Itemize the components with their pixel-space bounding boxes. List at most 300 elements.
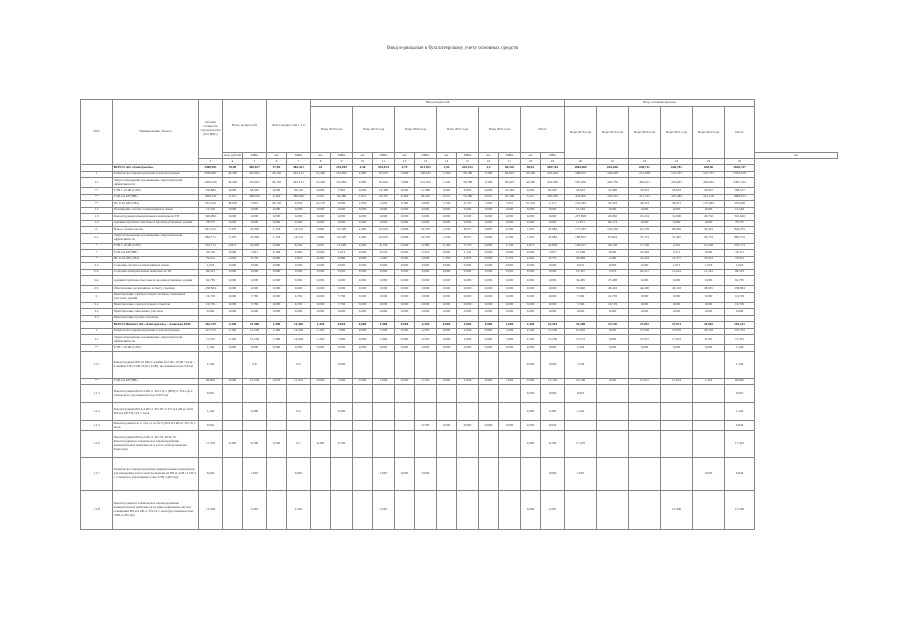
row-value: 0,000 (243, 207, 267, 214)
row-value (437, 458, 457, 491)
row-value: 1,966 (373, 322, 395, 329)
row-value: 2,006 (457, 335, 479, 345)
row-value: 1,350 (437, 256, 457, 263)
row-value: 2,460 (353, 227, 373, 234)
row-value: 0,000 (499, 220, 521, 227)
row-value: 238,804 (199, 286, 223, 293)
row-value: 7,857 (541, 250, 565, 257)
row-value: 6,026 (693, 458, 725, 491)
table-row (81, 491, 838, 530)
row-value: 168,873 (565, 233, 597, 243)
row-value: 8,230 (287, 243, 311, 250)
row-value: 0,000 (415, 256, 437, 263)
row-value: 15,419 (287, 378, 311, 385)
row-value: 0,000 (499, 207, 521, 214)
row-value: 78,537 (725, 220, 755, 227)
row-value: 8,103 (693, 335, 725, 345)
row-value: 0,400 (521, 431, 541, 458)
row-code: 1.1.1 (81, 351, 113, 378)
row-value: 27,408 (597, 276, 629, 286)
row-value: 2,265 (541, 491, 565, 530)
row-value: 433,850 (565, 194, 597, 201)
row-value: 0,000 (499, 263, 521, 270)
col-header-fund-year: План 2019 года (597, 107, 629, 159)
row-value (437, 403, 457, 421)
row-value: 0,000 (499, 286, 521, 293)
row-value: 27,057 (629, 378, 661, 385)
row-value: 2409,256 (199, 178, 223, 188)
row-value: 0,000 (479, 214, 499, 221)
row-value: 27,057 (629, 322, 661, 329)
row-code: 2.2 (81, 263, 113, 270)
row-value (353, 458, 373, 491)
row-value: 0,000 (479, 421, 499, 431)
col-header-number: 6 (267, 159, 287, 165)
row-value (373, 431, 395, 458)
row-value: 181,231 (725, 322, 755, 329)
row-value: 0,000 (395, 220, 415, 227)
col-header-number: 19 (541, 159, 565, 165)
row-value: 0,000 (661, 276, 693, 286)
row-value (223, 491, 243, 530)
row-value: 62,785 (725, 276, 755, 286)
row-value: 0,000 (223, 250, 243, 257)
row-value (565, 421, 597, 431)
row-value: 191,230 (597, 227, 629, 234)
row-value: 0,000 (629, 302, 661, 309)
row-value: 6,400 (311, 431, 331, 458)
row-value: 0,000 (437, 269, 457, 276)
row-value: 0,000 (311, 292, 331, 302)
row-value: 0,000 (661, 302, 693, 309)
row-code: ** (81, 201, 113, 208)
row-value: 0,000 (499, 309, 521, 316)
row-value: 16,769 (565, 378, 597, 385)
row-value (661, 351, 693, 378)
row-value: 0,000 (395, 207, 415, 214)
row-value: 882,772 (725, 233, 755, 243)
row-value: 0,000 (223, 269, 243, 276)
row-value: 238,804 (725, 286, 755, 293)
col-group-funds: Ввод основных фондов (565, 100, 755, 107)
row-value: 6,700 (331, 431, 353, 458)
row-value: 0,000 (353, 263, 373, 270)
row-value: 0,000 (331, 276, 353, 286)
row-code: 3.3 (81, 315, 113, 322)
col-header-unit: МВА (243, 153, 267, 159)
row-value: 3,996 (395, 171, 415, 178)
row-value: 0,000 (267, 302, 287, 309)
row-value: 31,800 (661, 214, 693, 221)
row-value: 0,000 (415, 201, 437, 208)
row-value (415, 385, 437, 403)
row-value: 0,400 (243, 403, 267, 421)
row-value: 13,300 (661, 491, 693, 530)
row-value: 0,966 (267, 243, 287, 250)
row-value (415, 351, 437, 378)
row-value (331, 491, 353, 530)
row-code: 1.4 (81, 220, 113, 227)
row-value: 251,958 (629, 171, 661, 178)
row-value: 60,145 (499, 165, 521, 172)
col-header-input-year: План 2022 года (479, 107, 521, 153)
row-value: 48,416 (597, 286, 629, 293)
row-value: 0,000 (629, 207, 661, 214)
row-value: 10,170 (311, 201, 331, 208)
row-value: 1,152 (457, 250, 479, 257)
row-value: 0,000 (223, 214, 243, 221)
row-value: 43,126 (267, 201, 287, 208)
row-value: 0,000 (597, 378, 629, 385)
row-value: 14,101 (287, 233, 311, 243)
row-value (311, 421, 331, 431)
row-value: 0,000 (395, 188, 415, 195)
row-value (331, 458, 353, 491)
row-value: 15,236 (243, 335, 267, 345)
row-value: 36,108 (597, 243, 629, 250)
row-value: 17,455 (725, 431, 755, 458)
row-value: 16,228 (331, 233, 353, 243)
row-value: 587,636 (565, 178, 597, 188)
table-row (81, 421, 838, 431)
row-value: 0,000 (693, 220, 725, 227)
row-value: 0,000 (267, 286, 287, 293)
row-value: 37,224 (521, 201, 541, 208)
row-value: 13,300 (725, 491, 755, 530)
row-value: 0,000 (725, 309, 755, 316)
row-value: 0,200 (629, 263, 661, 270)
row-value: 14,101 (287, 227, 311, 234)
row-value: 94,286 (331, 194, 353, 201)
row-value: 0,000 (311, 269, 331, 276)
row-value: 449,739 (597, 178, 629, 188)
row-value (479, 385, 499, 403)
row-value: 19,307 (565, 269, 597, 276)
table-row (81, 351, 838, 378)
row-value (353, 431, 373, 458)
row-value: 14,377 (661, 256, 693, 263)
row-value: 45,746 (267, 178, 287, 188)
row-name: Реконструкция ВЛ-0,4 кВ от ТП-70, КТП-70. Реконструкция и техническое перевооружение измерительных комплексов и учета электроэнергии - Зерноград (113, 431, 199, 458)
row-value: 6,700 (541, 431, 565, 458)
row-value: 36,671 (661, 201, 693, 208)
row-value: 137,092 (693, 201, 725, 208)
row-value: 0,000 (223, 309, 243, 316)
row-value: 1,065 (243, 458, 267, 491)
row-value: 6,399 (415, 243, 437, 250)
row-value: 0,000 (521, 491, 541, 530)
row-value: 0,000 (353, 335, 373, 345)
row-value: 9,000 (311, 188, 331, 195)
row-value: 0,168 (267, 250, 287, 257)
row-value: 412,722 (629, 194, 661, 201)
row-value: 64,945 (243, 188, 267, 195)
row-value: 638,711 (629, 165, 661, 172)
row-value: 0,000 (693, 302, 725, 309)
row-value (693, 491, 725, 530)
col-header-unit: МВА (373, 153, 395, 159)
row-value (479, 491, 499, 530)
row-value: 0,000 (437, 345, 457, 352)
row-value: 4,40 (353, 165, 373, 172)
row-value: 26,702 (693, 328, 725, 335)
row-value: 0,000 (353, 302, 373, 309)
row-value: 1,050 (373, 201, 395, 208)
row-value: 7,990 (331, 335, 353, 345)
row-value: 101,625 (415, 178, 437, 188)
row-value: 0,970 (267, 378, 287, 385)
row-value (499, 491, 521, 530)
row-value: 0,000 (597, 335, 629, 345)
row-value: 3,190 (395, 201, 415, 208)
col-header-number: 11 (373, 159, 395, 165)
row-value: 2,265 (287, 491, 311, 530)
row-value: 0,000 (629, 345, 661, 352)
row-value: 0,000 (243, 263, 267, 270)
col-header-number: 12 (395, 159, 415, 165)
row-value: 0,000 (331, 286, 353, 293)
row-value: 0,000 (353, 378, 373, 385)
row-value: 0,000 (311, 214, 331, 221)
row-value: 0,906 (395, 227, 415, 234)
col-header-unit: МВА (457, 153, 479, 159)
row-value: 37,721 (629, 233, 661, 243)
row-value: 355,628 (725, 201, 755, 208)
row-value: 2,604 (223, 256, 243, 263)
row-value (267, 421, 287, 431)
row-value: 26,702 (693, 214, 725, 221)
row-value (373, 403, 395, 421)
row-name: Приобретение электросетевых активов, земельных участков, зданий (113, 292, 199, 302)
row-value: 35,615 (629, 188, 661, 195)
row-value: 0,000 (693, 309, 725, 316)
row-value: 0,000 (267, 276, 287, 286)
row-value: 32,839 (541, 243, 565, 250)
row-value: 10,376 (415, 227, 437, 234)
row-code: 1.1 (81, 178, 113, 188)
row-value (661, 458, 693, 491)
row-value (331, 421, 353, 431)
table-row (81, 292, 838, 302)
row-value: 1,490 (267, 328, 287, 335)
row-value: 0,000 (373, 263, 395, 270)
row-value: 0,000 (373, 286, 395, 293)
row-name: ВСЕГО Филиал АО «Электросеть» - Азовская МЭС (113, 322, 199, 329)
row-value: 4,79 (395, 165, 415, 172)
row-value: 1,966 (373, 328, 395, 335)
row-value (395, 351, 415, 378)
row-value: 0,000 (479, 220, 499, 227)
col-header-unit: МВА (331, 153, 353, 159)
row-value: 340,990 (199, 214, 223, 221)
row-value: 1,609 (499, 378, 521, 385)
row-value: 310,946 (725, 214, 755, 221)
row-value (373, 421, 395, 431)
row-code: 2.3. (81, 269, 113, 276)
row-value: 1,660 (373, 256, 395, 263)
row-value: 0,000 (199, 309, 223, 316)
row-value: 0,944 (199, 421, 223, 431)
row-code: 1 (81, 171, 113, 178)
row-value (353, 421, 373, 431)
row-value: 0,400 (541, 403, 565, 421)
row-value: 0,000 (311, 302, 331, 309)
row-value: 147,372 (725, 328, 755, 335)
row-value: 26,733 (693, 233, 725, 243)
col-header-cost: Полная стоимость строительства (без НДС) (199, 100, 223, 159)
col-header-unit: км (521, 153, 541, 159)
row-value: 12,526 (199, 207, 223, 214)
row-value: 0,000 (331, 201, 353, 208)
row-value: 0,4 (287, 403, 311, 421)
row-value: 6,026 (725, 458, 755, 491)
row-name: ТЭП 1.10 кВ (СН2) (113, 243, 199, 250)
row-value: 0,980 (331, 256, 353, 263)
row-value: 4,330 (415, 335, 437, 345)
row-value: 0,000 (243, 309, 267, 316)
row-value: 6,7 (287, 431, 311, 458)
row-value: 0,000 (499, 421, 521, 431)
row-value: 4,350 (287, 302, 311, 309)
row-value: 0,000 (243, 286, 267, 293)
row-value: 0,969 (479, 328, 499, 335)
row-value: 0,000 (243, 214, 267, 221)
row-code: 1.1.7 (81, 458, 113, 491)
row-value: 3,5 (479, 165, 499, 172)
row-value: 0,000 (353, 286, 373, 293)
row-value: 15,366 (243, 322, 267, 329)
row-value (373, 385, 395, 403)
row-value (499, 351, 521, 378)
row-value (693, 403, 725, 421)
row-value: 0,000 (541, 276, 565, 286)
row-value: 0,000 (479, 345, 499, 352)
row-value: 15,236 (243, 328, 267, 335)
row-value: 0,000 (541, 220, 565, 227)
row-value: 5,471 (661, 250, 693, 257)
row-value: 0,000 (395, 263, 415, 270)
row-value: 0,000 (267, 214, 287, 221)
row-value: 7,850 (479, 201, 499, 208)
col-header-fund-year: План 2020 года (629, 107, 661, 159)
row-name: Энергосбережение и повышение энергетической эффективности (113, 178, 199, 188)
row-value: 168,157 (725, 188, 755, 195)
row-value: 0,000 (267, 220, 287, 227)
row-value: 0,000 (287, 207, 311, 214)
row-value: 7,861 (331, 188, 353, 195)
row-value: 0,000 (437, 378, 457, 385)
row-value (267, 351, 287, 378)
row-value: 1,504 (437, 171, 457, 178)
row-value (521, 458, 541, 491)
row-value: 16,228 (331, 227, 353, 234)
row-code: 2.4. (81, 276, 113, 286)
row-value: 1,134 (267, 233, 287, 243)
row-value: 494,011 (629, 178, 661, 188)
row-value: 842,235 (725, 227, 755, 234)
row-value: 1,94 (437, 165, 457, 172)
row-value: 351,219 (199, 201, 223, 208)
row-value: 0,925 (565, 385, 597, 403)
row-value: 0,944 (725, 421, 755, 431)
row-value: 17,109 (629, 243, 661, 250)
row-value: 6,026 (199, 458, 223, 491)
row-value: 7,470 (521, 233, 541, 243)
row-value: 66,173 (597, 220, 629, 227)
row-value: 0,000 (693, 276, 725, 286)
row-value: 0,000 (243, 345, 267, 352)
row-value (693, 385, 725, 403)
row-value: 0,000 (287, 276, 311, 286)
row-value: 2,860 (311, 227, 331, 234)
table-row (81, 335, 838, 345)
row-value: 81,674 (373, 171, 395, 178)
row-value: 4,870 (457, 256, 479, 263)
col-header-unit: МВА (287, 153, 311, 159)
row-value: 6,770 (541, 256, 565, 263)
row-value: 0,000 (331, 207, 353, 214)
row-value (395, 385, 415, 403)
row-code: * (81, 243, 113, 250)
col-header-input-year: План 2018 года (311, 107, 353, 153)
row-value: 0,000 (479, 207, 499, 214)
row-value: 0,000 (415, 309, 437, 316)
row-value: 0,000 (267, 309, 287, 316)
row-value (243, 421, 267, 431)
row-value: 12,526 (565, 207, 597, 214)
row-value: 0,000 (243, 276, 267, 286)
row-value: 0,000 (597, 207, 629, 214)
table-row (81, 233, 838, 243)
row-value: 1,490 (267, 335, 287, 345)
row-value: 7,766 (243, 302, 267, 309)
row-value: 0,000 (395, 286, 415, 293)
row-value: 0,000 (331, 269, 353, 276)
row-value: 0,406 (395, 194, 415, 201)
col-header-number: 10 (353, 159, 373, 165)
row-value: 0,000 (311, 378, 331, 385)
row-value: 0,000 (373, 269, 395, 276)
row-value: 10,025 (373, 233, 395, 243)
row-value (353, 491, 373, 530)
row-value: 0,000 (311, 263, 331, 270)
row-value: 0,655 (479, 194, 499, 201)
row-value (661, 385, 693, 403)
row-value: 78,188 (457, 171, 479, 178)
row-value: 0,000 (541, 302, 565, 309)
row-value (597, 421, 629, 431)
col-header-input-year: План 2021 года (437, 107, 479, 153)
row-value: 0,000 (457, 309, 479, 316)
row-value: 0,000 (267, 263, 287, 270)
row-value: 0,887 (479, 227, 499, 234)
row-code: 2.1. (81, 233, 113, 243)
row-value (223, 385, 243, 403)
row-value: 12,340 (311, 171, 331, 178)
row-value: 0,000 (415, 276, 437, 286)
row-value (373, 351, 395, 378)
row-value: 0,000 (437, 220, 457, 227)
row-value: 43,340 (521, 171, 541, 178)
row-value: 38,020 (223, 201, 243, 208)
row-value: 2,860 (311, 233, 331, 243)
row-value: 0,000 (395, 322, 415, 329)
col-header-number: 9 (331, 159, 353, 165)
row-value: 0,000 (479, 286, 499, 293)
row-value: 1828,341 (199, 194, 223, 201)
row-value: 62,785 (199, 276, 223, 286)
row-value: 0,000 (541, 263, 565, 270)
